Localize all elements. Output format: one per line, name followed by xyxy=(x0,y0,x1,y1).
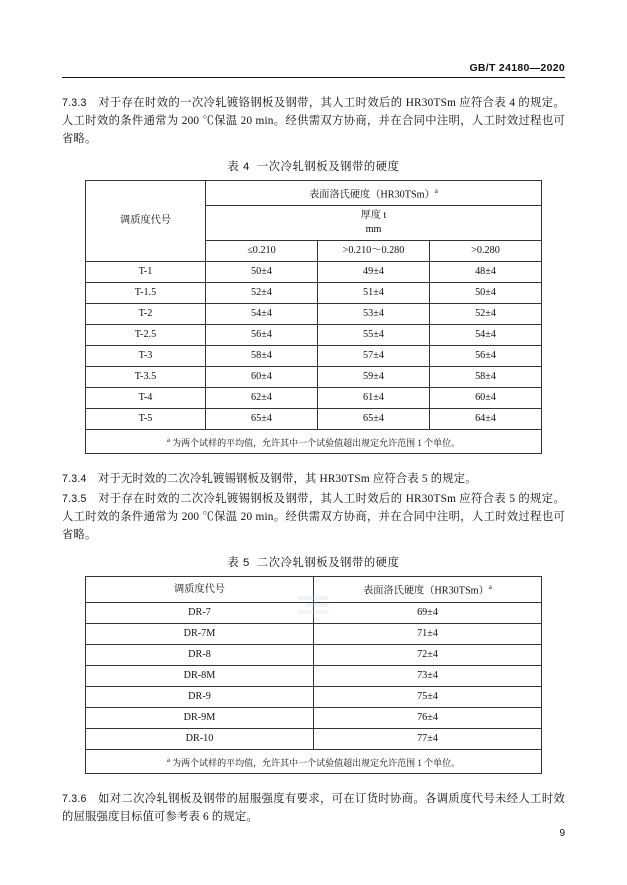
table-row xyxy=(86,686,542,707)
table4-note xyxy=(85,430,541,454)
table4-note-sup: a xyxy=(166,436,170,445)
table4-cell-code: T-5 xyxy=(85,409,205,430)
table5-cell-code: DR-10 xyxy=(86,728,314,749)
table4-cell-v1: 65±4 xyxy=(205,409,317,430)
table-row xyxy=(86,644,542,665)
table-row xyxy=(85,325,541,346)
table4-cell-v3: 60±4 xyxy=(429,388,541,409)
table4-subcol-2: >0.210～0.280 xyxy=(317,241,429,262)
paragraph-number: 7.3.4 xyxy=(62,473,87,486)
faint-watermark xyxy=(298,596,332,616)
table4-cell-v3: 58±4 xyxy=(429,367,541,388)
paragraph-number: 7.3.5 xyxy=(62,493,87,506)
table4-subcol-1: ≤0.210 xyxy=(205,241,317,262)
paragraph-7-3-3 xyxy=(62,94,565,148)
table4-hardness-sup: a xyxy=(434,187,438,195)
table4-cell-v1: 60±4 xyxy=(205,367,317,388)
standard-code: GB/T 24180—2020 xyxy=(469,62,565,74)
paragraph-number: 7.3.6 xyxy=(62,792,87,805)
table4-cell-code: T-1.5 xyxy=(85,283,205,304)
table4-cell-code: T-2.5 xyxy=(85,325,205,346)
table-row xyxy=(85,304,541,325)
table4-caption-number: 表 4 xyxy=(227,161,250,173)
table5-cell-value: 69±4 xyxy=(314,602,542,623)
table5-cell-value: 73±4 xyxy=(314,665,542,686)
table4-col-head-hardness xyxy=(205,181,541,206)
table5-note-text: 为两个试样的平均值，允许其中一个试验值超出规定允许范围 1 个单位。 xyxy=(172,757,461,768)
table5-cell-code: DR-8 xyxy=(86,644,314,665)
table4-cell-v1: 58±4 xyxy=(205,346,317,367)
table5-cell-code: DR-8M xyxy=(86,665,314,686)
table5-hardness-sup: a xyxy=(488,583,492,592)
paragraph-text: 对于存在时效的二次冷轧镀锡钢板及钢带，其人工时效后的 HR30TSm 应符合表 5 的规定。人工时效的条件通常为 200 ℃保温 20 min。经供需双方协商，并在合同中注明，人工时效过程也可省略。 xyxy=(62,493,565,542)
page-number: 9 xyxy=(559,828,565,839)
table4-cell-v3: 54±4 xyxy=(429,325,541,346)
table5-note-sup: a xyxy=(166,755,170,764)
table-row xyxy=(85,283,541,304)
table5-cell-value: 76±4 xyxy=(314,707,542,728)
table4-cell-v2: 61±4 xyxy=(317,388,429,409)
paragraph-7-3-5 xyxy=(62,490,565,544)
table4-caption-title: 一次冷轧钢板及钢带的硬度 xyxy=(256,161,400,173)
table4-cell-v3: 52±4 xyxy=(429,304,541,325)
table4-cell-v1: 54±4 xyxy=(205,304,317,325)
page-header xyxy=(62,62,565,74)
table5-caption-title: 二次冷轧钢板及钢带的硬度 xyxy=(256,557,400,570)
table5-cell-code: DR-9M xyxy=(86,707,314,728)
table5-cell-value: 77±4 xyxy=(314,728,542,749)
table4-thickness-unit: mm xyxy=(365,224,382,236)
table4 xyxy=(85,180,542,454)
paragraph-7-3-4 xyxy=(62,470,565,488)
table4-cell-v2: 55±4 xyxy=(317,325,429,346)
table5-cell-value: 71±4 xyxy=(314,623,542,644)
header-rule xyxy=(62,77,565,78)
table4-cell-v3: 48±4 xyxy=(429,262,541,283)
table4-caption xyxy=(62,158,565,174)
table5-col-head-code: 调质度代号 xyxy=(86,577,314,602)
table4-header-row-1 xyxy=(85,181,541,206)
table4-cell-v2: 65±4 xyxy=(317,409,429,430)
table4-cell-v2: 57±4 xyxy=(317,346,429,367)
table-row xyxy=(85,409,541,430)
table5-caption xyxy=(62,554,565,570)
table4-thickness-label: 厚度 t xyxy=(360,210,387,222)
table4-cell-v3: 50±4 xyxy=(429,283,541,304)
table4-col-head-code: 调质度代号 xyxy=(85,181,205,262)
table-row xyxy=(86,623,542,644)
paragraph-text: 对于无时效的二次冷轧镀锡钢板及钢带，其 HR30TSm 应符合表 5 的规定。 xyxy=(98,473,477,486)
paragraph-text: 如对二次冷轧钢板及钢带的屈服强度有要求，可在订货时协商。各调质度代号未经人工时效的屈服强度目标值可参考表 6 的规定。 xyxy=(62,792,565,823)
table5-note-row xyxy=(86,749,542,773)
table4-cell-v2: 59±4 xyxy=(317,367,429,388)
table4-hardness-label: 表面洛氏硬度（HR30TSm） xyxy=(309,189,435,201)
table5-cell-code: DR-7M xyxy=(86,623,314,644)
table4-cell-code: T-3.5 xyxy=(85,367,205,388)
table4-cell-v1: 50±4 xyxy=(205,262,317,283)
paragraph-text: 对于存在时效的一次冷轧镀铬钢板及钢带，其人工时效后的 HR30TSm 应符合表 4 的规定。人工时效的条件通常为 200 ℃保温 20 min。经供需双方协商，并在合同中注明，人工时效过程也可省略。 xyxy=(62,97,565,145)
table-row xyxy=(86,665,542,686)
table4-note-text: 为两个试样的平均值，允许其中一个试验值超出规定允许范围 1 个单位。 xyxy=(172,438,461,449)
table5-hardness-label: 表面洛氏硬度（HR30TSm） xyxy=(363,585,489,597)
table4-note-row xyxy=(85,430,541,454)
paragraph-number: 7.3.3 xyxy=(62,97,87,109)
table4-cell-v2: 51±4 xyxy=(317,283,429,304)
table-row xyxy=(85,388,541,409)
table4-cell-v2: 49±4 xyxy=(317,262,429,283)
table5-cell-value: 75±4 xyxy=(314,686,542,707)
table-row xyxy=(86,707,542,728)
table4-cell-v1: 62±4 xyxy=(205,388,317,409)
table-row xyxy=(85,367,541,388)
table4-thickness-head xyxy=(205,206,541,241)
table5-caption-number: 表 5 xyxy=(227,557,250,570)
page-content xyxy=(62,62,565,828)
table5-cell-code: DR-9 xyxy=(86,686,314,707)
table4-cell-v1: 52±4 xyxy=(205,283,317,304)
table4-cell-code: T-3 xyxy=(85,346,205,367)
table4-subcol-3: >0.280 xyxy=(429,241,541,262)
paragraph-7-3-6 xyxy=(62,790,565,826)
table-row xyxy=(85,262,541,283)
table5-col-head-hardness xyxy=(314,577,542,602)
table5-note xyxy=(86,749,542,773)
table-row xyxy=(86,728,542,749)
table4-cell-v3: 64±4 xyxy=(429,409,541,430)
table4-cell-code: T-1 xyxy=(85,262,205,283)
table4-cell-code: T-2 xyxy=(85,304,205,325)
table4-cell-v2: 53±4 xyxy=(317,304,429,325)
table4-cell-code: T-4 xyxy=(85,388,205,409)
table-row xyxy=(85,346,541,367)
table4-cell-v3: 56±4 xyxy=(429,346,541,367)
table4-cell-v1: 56±4 xyxy=(205,325,317,346)
table5-cell-code: DR-7 xyxy=(86,602,314,623)
table5-cell-value: 72±4 xyxy=(314,644,542,665)
